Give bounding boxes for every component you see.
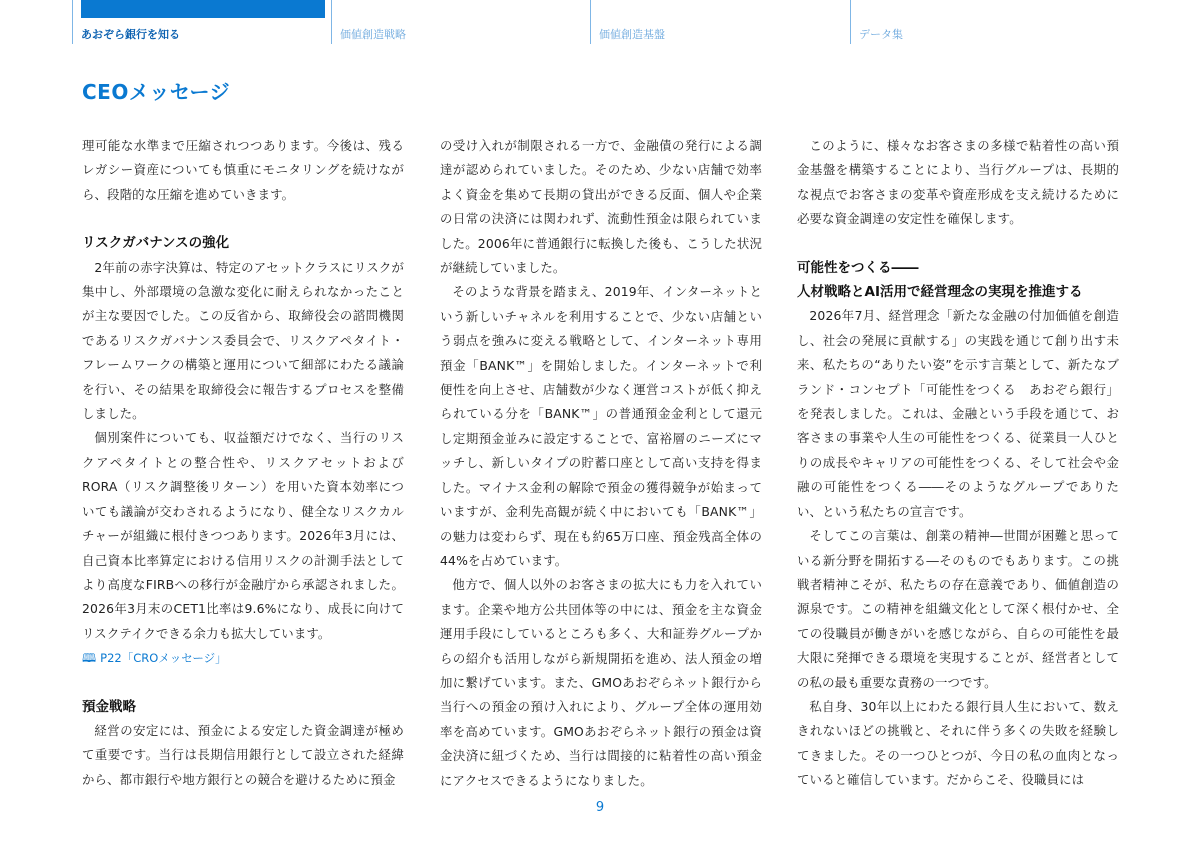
section-heading-possibility: 可能性をつくる―― <box>797 259 919 276</box>
active-tab-indicator <box>81 0 325 18</box>
tab-value-creation-foundation[interactable] <box>590 0 849 44</box>
text-column-1 <box>82 134 404 792</box>
paragraph: 2年前の赤字決算は、特定のアセットクラスにリスクが集中し、外部環境の急激な変化に耐えられなかったことが主な要因でした。この反省から、取締役会の諮問機関であるリスクガバナンス委員会で、リスクアペタイト・フレームワークの構築と運用について細部にわたる議論を行い、その結果を取締役会に報告するプロセスを整備しました。 <box>82 259 404 422</box>
tab-label: 価値創造戦略 <box>340 28 406 41</box>
text-column-3 <box>797 134 1119 793</box>
paragraph: そしてこの言葉は、創業の精神―世間が困難と思っている新分野を開拓する―そのものでもあります。この挑戦者精神こそが、私たちの存在意義であり、価値創造の源泉です。この精神を組織文化として深く根付かせ、全ての役職員が働きがいを感じながら、自らの可能性を最大限に発揮できる環境を実現することが、経営者としての私の最も重要な責務の一つです。 <box>797 528 1119 690</box>
page-title: CEOメッセージ <box>82 80 231 104</box>
paragraph: 個別案件についても、収益額だけでなく、当行のリスクアペタイトとの整合性や、リスクアセットおよびRORA（リスク調整後リターン）を用いた資本効率についても議論が交わされるようになり、健全なリスクカルチャーが組織に根付きつつあります。2026年3月には、自己資本比率算定における信用リスクの計測手法としてより高度なFIRBへの移行が金融庁から承認されました。2026年3月末のCET1比率は9.6%になり、成長に向けてリスクテイクできる余力も拡大しています。 <box>82 430 404 641</box>
tab-label: 価値創造基盤 <box>599 28 665 41</box>
tab-label: データ集 <box>859 28 903 41</box>
paragraph: このように、様々なお客さまの多様で粘着性の高い預金基盤を構築することにより、当行グループは、長期的な視点でお客さまの変革や資産形成を支え続けるために必要な資金調達の安定性を確保します。 <box>797 138 1119 227</box>
cross-reference-link[interactable] <box>82 646 404 670</box>
paragraph: の受け入れが制限される一方で、金融債の発行による調達が認められていました。そのため、少ない店舗で効率よく資金を集めて長期の貸出ができる反面、個人や企業の日常の決済には関われず、流動性預金は限られていました。2006年に普通銀行に転換した後も、こうした状況が継続していました。 <box>440 138 762 276</box>
tab-data[interactable] <box>850 0 1109 44</box>
cross-reference-label: P22「CROメッセージ」 <box>100 651 227 666</box>
tab-label: あおぞら銀行を知る <box>81 28 180 41</box>
tab-value-creation-strategy[interactable] <box>331 0 590 44</box>
section-heading-deposit-strategy: 預金戦略 <box>82 698 136 715</box>
paragraph: そのような背景を踏まえ、2019年、インターネットという新しいチャネルを利用することで、少ない店舗という弱点を強みに変える戦略として、インターネット専用預金「BANK™」を開始しました。インターネットで利便性を向上させ、店舗数が少なく運営コストが低く抑えられている分を「BANK™」の普通預金金利として還元し定期預金並みに設定することで、富裕層のニーズにマッチし、新しいタイプの貯蓄口座として高い支持を得ました。マイナス金利の解除で預金の獲得競争が始まっていますが、金利先高観が続く中においても「BANK™」の魅力は変わらず、現在も約65万口座、預金残高全体の44%を占めています。 <box>440 284 762 568</box>
tab-about-aozora[interactable] <box>72 0 331 44</box>
section-heading-risk-governance: リスクガバナンスの強化 <box>82 235 230 252</box>
text-column-2 <box>440 134 762 793</box>
page-number: 9 <box>595 800 605 815</box>
paragraph: 他方で、個人以外のお客さまの拡大にも力を入れています。企業や地方公共団体等の中には、預金を主な資金運用手段にしているところも多く、大和証券グループからの紹介も活用しながら新規開拓を進め、法人預金の増加に繋げています。また、GMOあおぞらネット銀行から当行への預金の預け入れにより、グループ全体の運用効率を高めています。GMOあおぞらネット銀行の預金は資金決済に紐づくため、当行は間接的に粘着性の高い預金にアクセスできるようになりました。 <box>440 577 762 788</box>
paragraph: 理可能な水準まで圧縮されつつあります。今後は、残るレガシー資産についても慎重にモニタリングを続けながら、段階的な圧縮を進めていきます。 <box>82 138 404 202</box>
paragraph: 2026年7月、経営理念「新たな金融の付加価値を創造し、社会の発展に貢献する」の実践を通じて創り出す未来、私たちの“ありたい姿”を示す言葉として、新たなブランド・コンセプト「可能性をつくる あおぞら銀行」を発表しました。これは、金融という手段を通じて、お客さまの事業や人生の可能性をつくる、従業員一人ひとりの成長やキャリアの可能性をつくる、そして社会や金融の可能性をつくる――そのようなグループでありたい、という私たちの宣言です。 <box>797 308 1119 519</box>
section-heading-hr-ai: 人材戦略とAI活用で経営理念の実現を推進する <box>797 284 1083 301</box>
top-navigation <box>0 0 1200 44</box>
paragraph: 私自身、30年以上にわたる銀行員人生において、数えきれないほどの挑戦と、それに伴う多くの失敗を経験してきました。その一つひとつが、今日の私の血肉となっていると確信しています。だからこそ、役職員には <box>797 698 1119 788</box>
book-icon: 🕮 <box>82 651 97 666</box>
paragraph: 経営の安定には、預金による安定した資金調達が極めて重要です。当行は長期信用銀行として設立された経緯から、都市銀行や地方銀行との競合を避けるために預金 <box>82 722 404 787</box>
